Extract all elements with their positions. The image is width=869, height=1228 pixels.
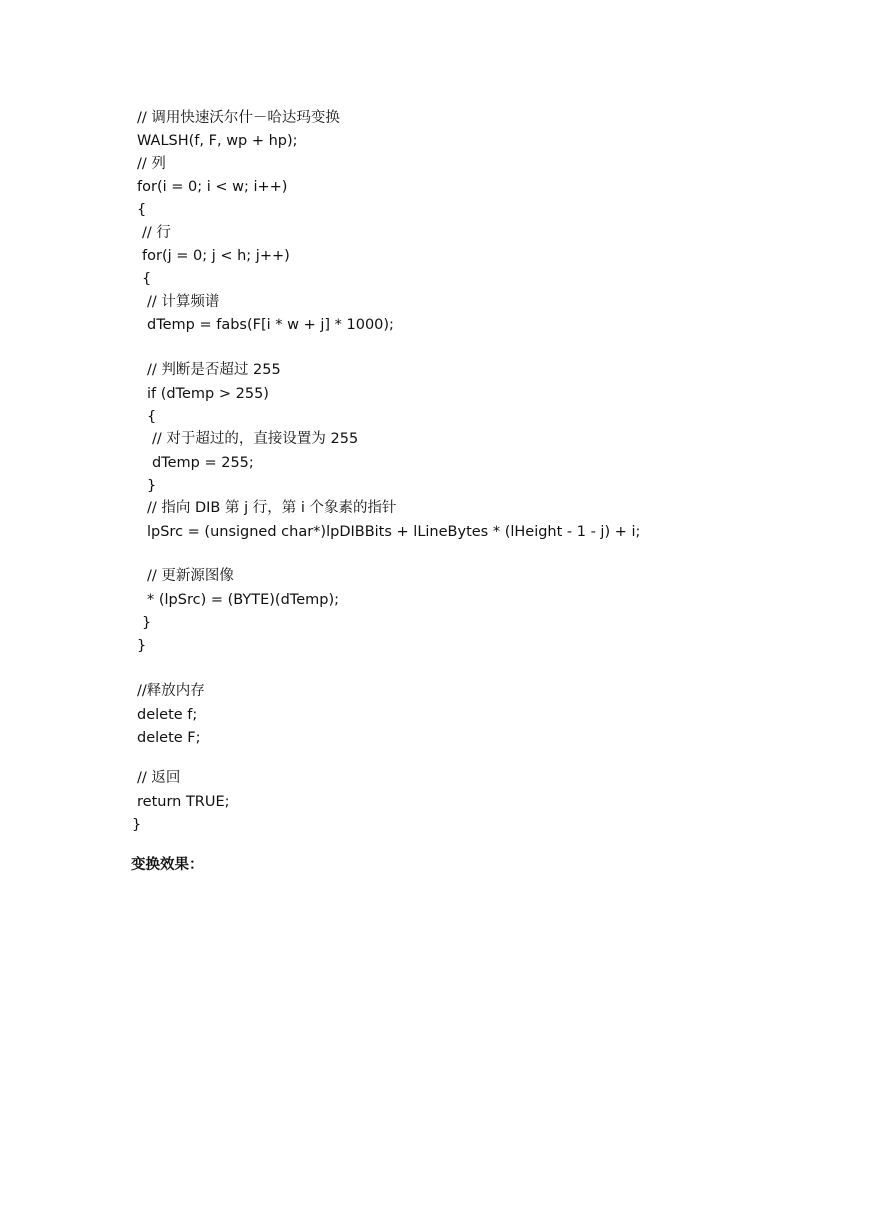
code-comment: // 对于超过的，直接设置为 255 — [152, 431, 359, 447]
code-line: delete f; — [137, 707, 198, 723]
code-line: if (dTemp > 255) — [147, 386, 269, 402]
code-line: delete F; — [137, 730, 201, 746]
code-line: dTemp = 255; — [152, 455, 254, 471]
code-brace: { — [137, 202, 147, 218]
code-brace: } — [132, 817, 142, 833]
code-brace: } — [147, 478, 157, 494]
code-brace: } — [137, 638, 147, 654]
code-comment: // 返回 — [137, 770, 181, 786]
code-line: WALSH(f, F, wp + hp); — [137, 133, 298, 149]
code-brace: { — [142, 271, 152, 287]
code-line: lpSrc = (unsigned char*)lpDIBBits + lLineBytes * (lHeight - 1 - j) + i; — [147, 524, 641, 540]
code-brace: } — [142, 615, 152, 631]
code-comment: // 指向 DIB 第 j 行，第 i 个象素的指针 — [147, 500, 397, 516]
code-line: dTemp = fabs(F[i * w + j] * 1000); — [147, 317, 394, 333]
code-comment: // 行 — [142, 225, 171, 241]
result-heading: 变换效果： — [131, 857, 204, 873]
code-line: for(i = 0; i < w; i++) — [137, 179, 288, 195]
code-comment: // 计算频谱 — [147, 294, 220, 310]
code-comment: // 调用快速沃尔什－哈达玛变换 — [137, 110, 340, 126]
code-brace: { — [147, 409, 157, 425]
code-line: for(j = 0; j < h; j++) — [142, 248, 290, 264]
code-comment: // 列 — [137, 156, 166, 172]
code-line: return TRUE; — [137, 794, 230, 810]
code-comment: //释放内存 — [137, 683, 205, 699]
code-comment: // 更新源图像 — [147, 568, 234, 584]
code-line: * (lpSrc) = (BYTE)(dTemp); — [147, 592, 339, 608]
code-comment: // 判断是否超过 255 — [147, 362, 281, 378]
